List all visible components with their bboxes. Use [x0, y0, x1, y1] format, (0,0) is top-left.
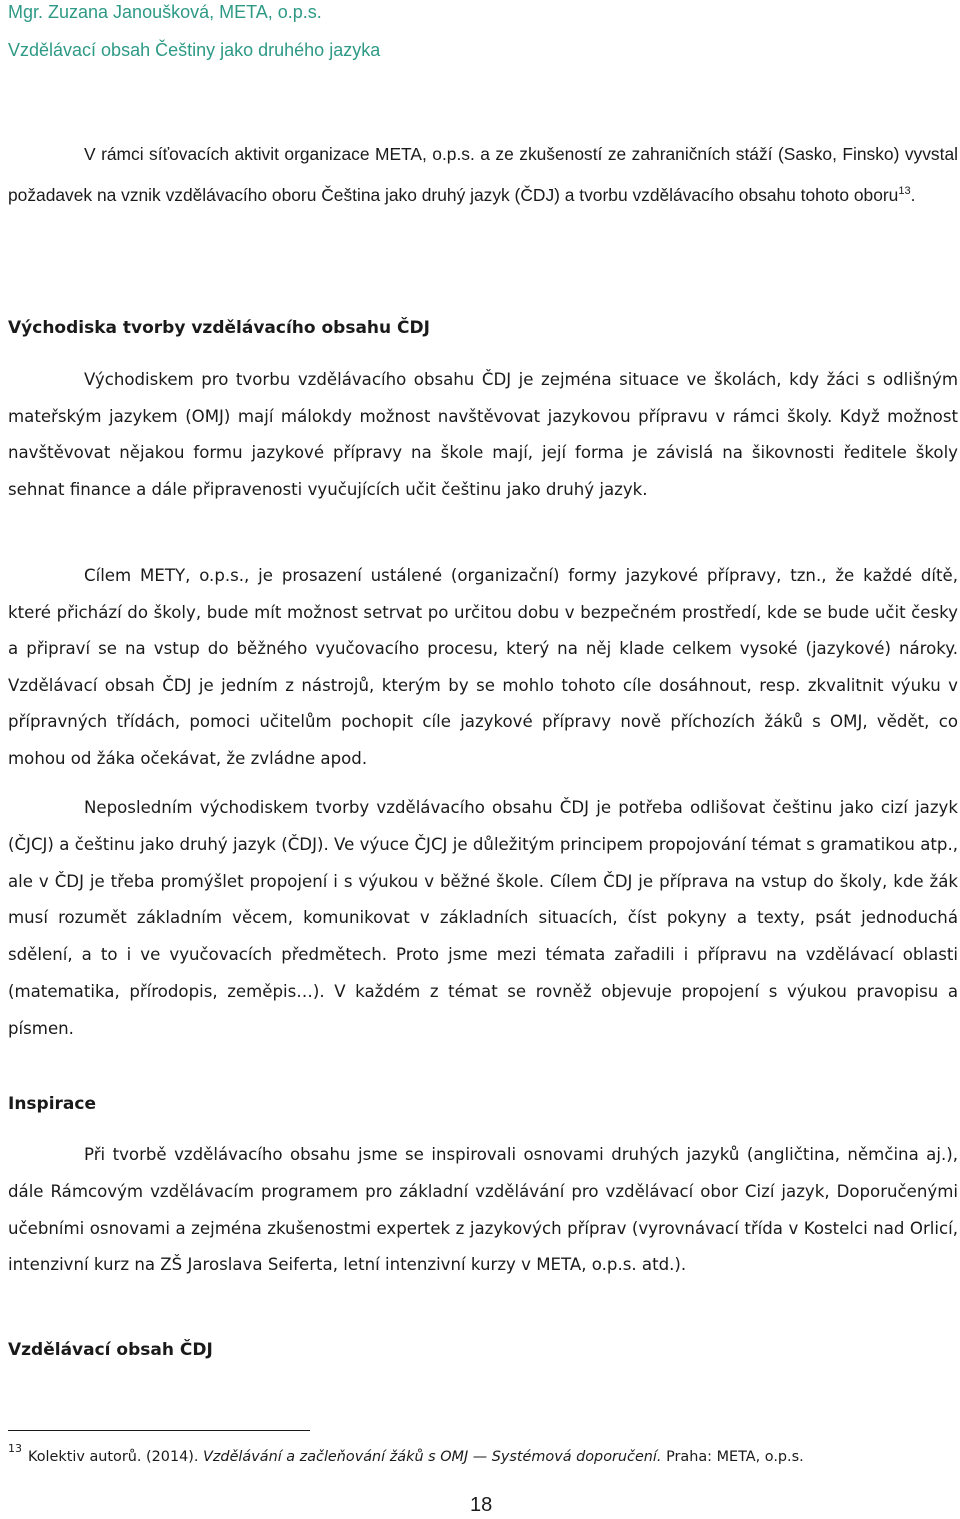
footnote-suffix: Praha: META, o.p.s. — [666, 1449, 804, 1465]
footnote — [8, 1442, 804, 1465]
heading-vychodiska: Východiska tvorby vzdělávacího obsahu ČDJ — [8, 318, 430, 338]
header-subtitle: Vzdělávací obsah Češtiny jako druhého jazyka — [8, 40, 381, 60]
intro-text-end: . — [910, 184, 916, 205]
paragraph-inspirace: Při tvorbě vzdělávacího obsahu jsme se inspirovali osnovami druhých jazyků (angličtina, němčina aj.), dále Rámcovým vzdělávacím programem pro základní vzdělávání pro vzdělávací obor Cizí jazyk, Doporučenými učebními osnovami a zejména zkušenostmi expertek z jazykových příprav (vyrovnávací třída v Kostelci nad Orlicí, intenzivní kurz na ZŠ Jaroslava Seiferta, letní intenzivní kurzy v META, o.p.s. atd.). — [8, 1145, 958, 1275]
footnote-number: 13 — [8, 1442, 22, 1455]
page-number: 18 — [470, 1494, 493, 1516]
header-author: Mgr. Zuzana Janoušková, META, o.p.s. — [8, 2, 322, 22]
footnote-prefix: Kolektiv autorů. (2014). — [28, 1449, 199, 1465]
footnote-title: Vzdělávání a začleňování žáků s OMJ — Systémová doporučení. — [203, 1449, 662, 1465]
paragraph-vychodiska-3: Neposledním východiskem tvorby vzdělávacího obsahu ČDJ je potřeba odlišovat češtinu jako cizí jazyk (ČJCJ) a češtinu jako druhý jazyk (ČDJ). Ve výuce ČJCJ je důležitým principem propojování témat s gramatikou atp., ale v ČDJ je třeba promýšlet propojení i s výukou v běžné škole. Cílem ČDJ je příprava na vstup do školy, kde žák musí rozumět základním věcem, komunikovat v základních situacích, číst pokyny a texty, psát jednoduchá sdělení, a to i ve vyučovacích předmětech. Proto jsme mezi témata zařadili i přípravu na vzdělávací oblasti (matematika, přírodopis, zeměpis…). V každém z témat se rovněž objevuje propojení s výukou pravopisu a písmen. — [8, 798, 958, 1038]
intro-text: V rámci síťovacích aktivit organizace META, o.p.s. a ze zkušeností ze zahraničních stáží (Sasko, Finsko) vyvstal požadavek na vznik vzdělávacího oboru Čeština jako druhý jazyk (ČDJ) a tvorbu vzdělávacího obsahu tohoto oboru — [8, 144, 958, 205]
paragraph-vychodiska-2: Cílem METY, o.p.s., je prosazení ustálené (organizační) formy jazykové přípravy, tzn., že každé dítě, které přichází do školy, bude mít možnost setrvat po určitou dobu v bezpečném prostředí, kde se bude učit česky a připraví se na vstup do běžného vyučovacího procesu, který na něj klade celkem vysoké (jazykové) nároky. Vzdělávací obsah ČDJ je jedním z nástrojů, kterým by se mohlo tohoto cíle dosáhnout, resp. zkvalitnit výuku v přípravných třídách, pomoci učitelům pochopit cíle jazykové přípravy nově příchozích žáků s OMJ, vědět, co mohou od žáka očekávat, že zvládne apod. — [8, 566, 958, 768]
heading-inspirace: Inspirace — [8, 1094, 97, 1114]
intro-paragraph — [8, 136, 958, 214]
footnote-separator — [8, 1430, 310, 1431]
footnote-ref: 13 — [898, 184, 911, 197]
paragraph-vychodiska-1: Východiskem pro tvorbu vzdělávacího obsahu ČDJ je zejména situace ve školách, kdy žáci s odlišným mateřským jazykem (OMJ) mají málokdy možnost navštěvovat jazykovou přípravu v rámci školy. Když možnost navštěvovat nějakou formu jazykové přípravy na škole mají, její forma je závislá na šikovnosti ředitele školy sehnat finance a dále připravenosti vyučujících učit češtinu jako druhý jazyk. — [8, 370, 958, 499]
heading-vzdelavaci-obsah: Vzdělávací obsah ČDJ — [8, 1340, 213, 1360]
